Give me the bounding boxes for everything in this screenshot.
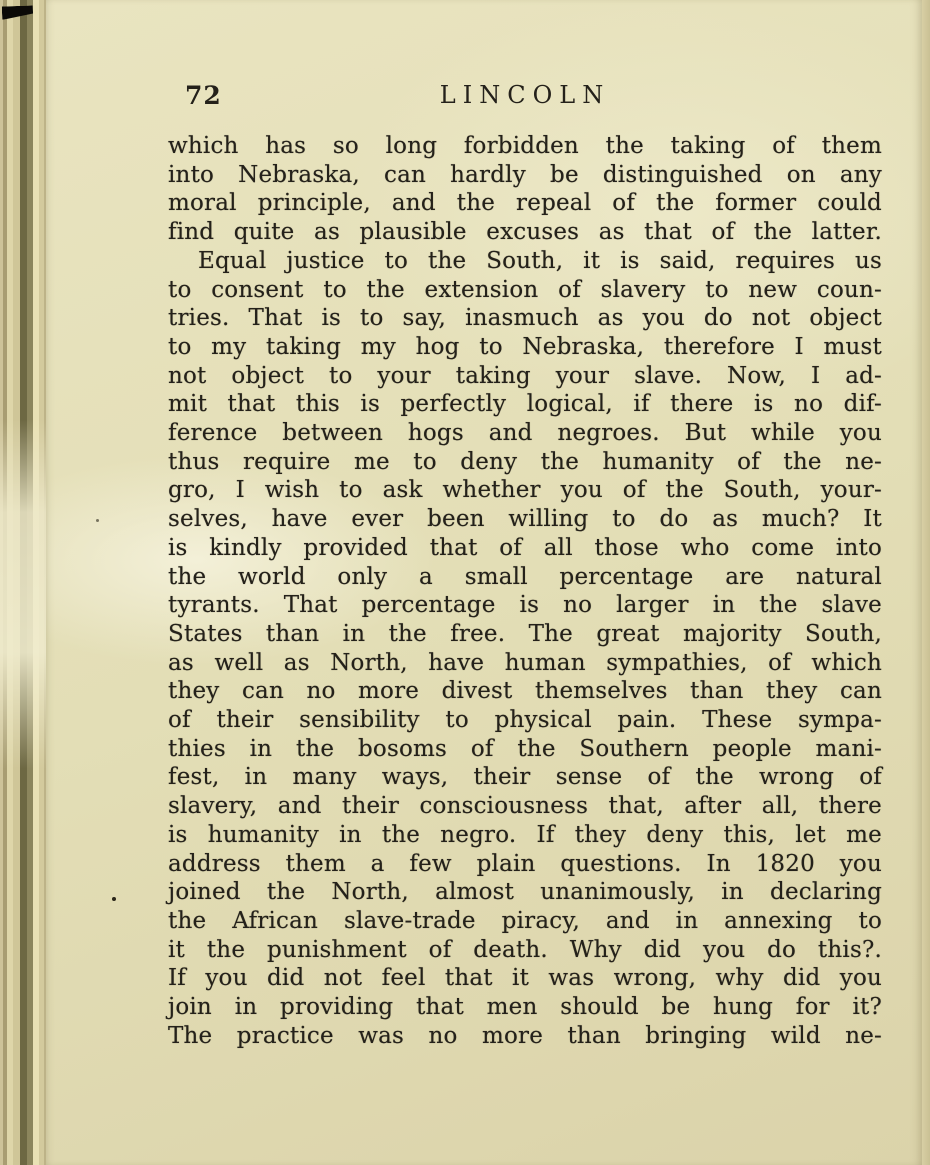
text-line: If you did not feel that it was wrong, why did you (168, 965, 882, 992)
text-line: mit that this is perfectly logical, if there is no dif- (168, 391, 882, 418)
ink-speck (96, 519, 99, 522)
text-line: slavery, and their consciousness that, after all, there (168, 793, 882, 820)
text-line: fest, in many ways, their sense of the wrong of (168, 764, 882, 791)
text-line: find quite as plausible excuses as that of the latter. (168, 219, 882, 246)
text-line: address them a few plain questions. In 1820 you (168, 850, 882, 877)
text-line: Equal justice to the South, it is said, requires us (198, 247, 882, 274)
text-line: joined the North, almost unanimously, in declaring (168, 879, 882, 906)
page-surface (46, 0, 922, 1165)
text-line: which has so long forbidden the taking of them (168, 133, 882, 159)
text-line: they can no more divest themselves than they can (168, 678, 882, 705)
text-line: tyrants. That percentage is no larger in the slave (168, 592, 882, 619)
text-line: ference between hogs and negroes. But while you (168, 420, 882, 447)
ink-speck (112, 897, 116, 901)
text-line: join in providing that men should be hung for it? (168, 994, 882, 1021)
text-line: tries. That is to say, inasmuch as you do not object (168, 305, 882, 332)
text-line: it the punishment of death. Why did you do this?. (168, 936, 882, 963)
text-line: is humanity in the negro. If they deny this, let me (168, 821, 882, 848)
text-line: of their sensibility to physical pain. These sympa- (168, 707, 882, 734)
body-text (168, 132, 882, 1051)
text-line: not object to your taking your slave. Now, I ad- (168, 362, 882, 389)
text-line: thies in the bosoms of the Southern people mani- (168, 735, 882, 762)
text-line: to my taking my hog to Nebraska, therefore I must (168, 333, 882, 360)
book-binding-edge (0, 0, 46, 1165)
page-right-edge (922, 0, 930, 1165)
text-line: as well as North, have human sympathies, of which (168, 649, 882, 676)
text-line: the world only a small percentage are natural (168, 563, 882, 590)
text-line: moral principle, and the repeal of the former could (168, 190, 882, 217)
page-number: 72 (185, 81, 222, 110)
text-line: gro, I wish to ask whether you of the South, your- (168, 477, 882, 504)
text-line: to consent to the extension of slavery to new coun- (168, 276, 882, 303)
text-line: The practice was no more than bringing wild ne- (168, 1022, 882, 1049)
text-line: selves, have ever been willing to do as much? It (168, 506, 882, 533)
text-line: into Nebraska, can hardly be distinguished on any (168, 161, 882, 188)
text-line: States than in the free. The great majority South, (168, 620, 882, 647)
binding-gap-shadow (2, 5, 33, 19)
text-line: thus require me to deny the humanity of the ne- (168, 448, 882, 475)
running-head: LINCOLN (439, 81, 611, 109)
text-line: is kindly provided that of all those who come into (168, 534, 882, 561)
text-line: the African slave-trade piracy, and in annexing to (168, 907, 882, 934)
